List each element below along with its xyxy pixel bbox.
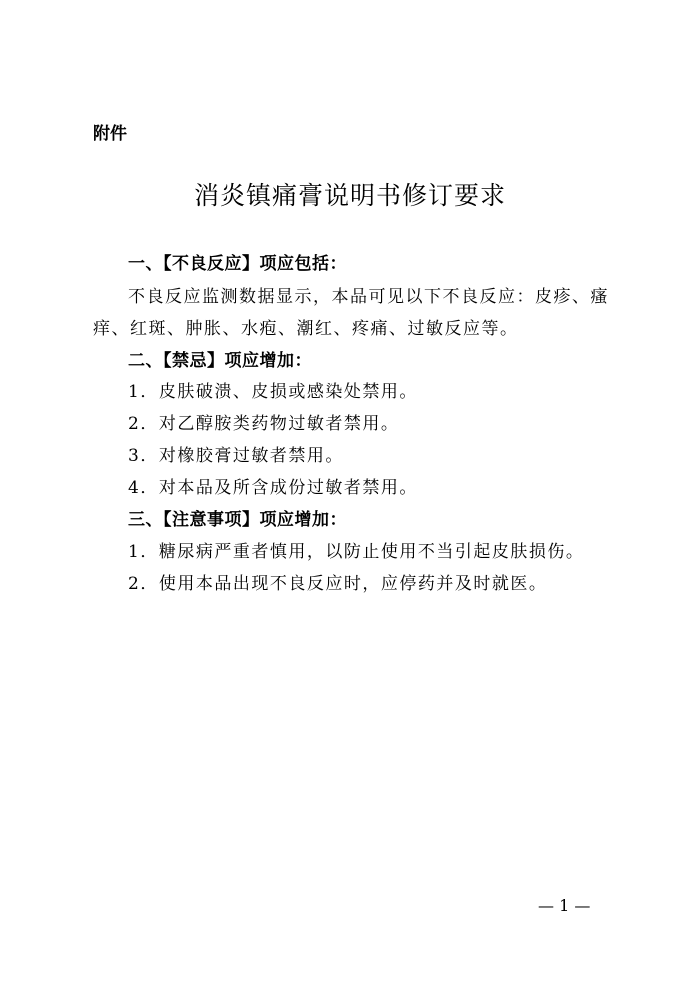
- section-heading-bold: 【禁忌】: [163, 351, 225, 371]
- section-heading-contraindications: [128, 346, 312, 371]
- section-heading-suffix: 项应包括：: [259, 254, 347, 274]
- section-heading-suffix: 项应增加：: [224, 351, 312, 371]
- section-1-line-1: 不良反应监测数据显示，本品可见以下不良反应：皮疹、瘙: [128, 287, 609, 307]
- section-heading-prefix: 一、: [128, 254, 163, 274]
- section-heading-bold: 【注意事项】: [163, 510, 260, 530]
- precaution-item-2: 2．使用本品出现不良反应时，应停药并及时就医。: [128, 574, 548, 594]
- precaution-item-1: 1．糖尿病严重者慎用，以防止使用不当引起皮肤损伤。: [128, 542, 585, 562]
- page-number: — 1 —: [538, 896, 591, 915]
- section-heading-precautions: [128, 505, 347, 530]
- contraindication-item-2: 2．对乙醇胺类药物过敏者禁用。: [128, 414, 400, 434]
- contraindication-item-1: 1．皮肤破溃、皮损或感染处禁用。: [128, 382, 418, 402]
- section-heading-adverse-reactions: [128, 249, 347, 274]
- contraindication-item-4: 4．对本品及所含成份过敏者禁用。: [128, 478, 418, 498]
- section-1-line-2: 痒、红斑、肿胀、水疱、潮红、疼痛、过敏反应等。: [93, 319, 519, 339]
- section-heading-prefix: 二、: [128, 351, 163, 371]
- section-heading-suffix: 项应增加：: [259, 510, 347, 530]
- section-heading-prefix: 三、: [128, 510, 163, 530]
- document-title: 消炎镇痛膏说明书修订要求: [193, 181, 506, 210]
- attachment-label: 附件: [93, 124, 127, 144]
- section-heading-bold: 【不良反应】: [163, 254, 260, 274]
- contraindication-item-3: 3．对橡胶膏过敏者禁用。: [128, 446, 344, 466]
